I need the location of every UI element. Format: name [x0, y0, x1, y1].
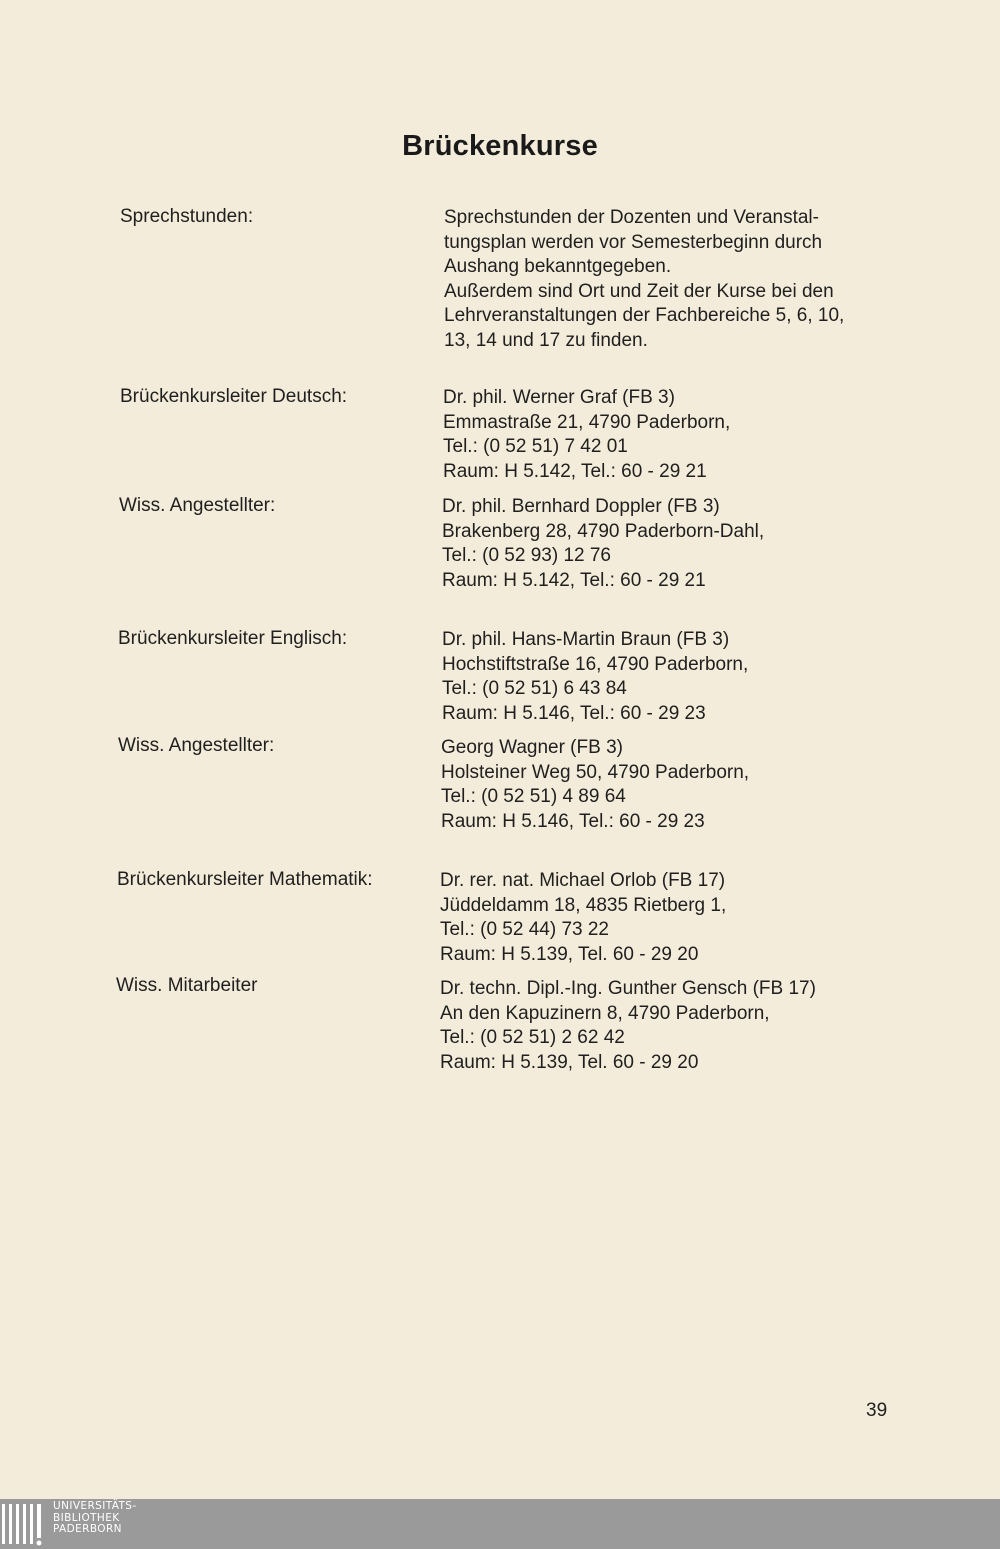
- section-label-mathematik: Brückenkursleiter Mathematik:: [117, 869, 373, 890]
- text-line: Raum: H 5.146, Tel.: 60 - 29 23: [441, 810, 705, 832]
- text-line: Aushang bekanntgegeben.: [444, 256, 672, 277]
- section-label-sprechstunden: Sprechstunden:: [120, 206, 254, 227]
- text-line: Hochstiftstraße 16, 4790 Paderborn,: [442, 653, 749, 675]
- page-title: Brückenkurse: [402, 130, 598, 162]
- text-line: Dr. rer. nat. Michael Orlob (FB 17): [440, 870, 726, 891]
- logo-line: BIBLIOTHEK: [53, 1511, 120, 1524]
- text-line: Dr. phil. Bernhard Doppler (FB 3): [442, 496, 720, 517]
- text-line: Lehrveranstaltungen der Fachbereiche 5, 6, 10,: [444, 305, 845, 326]
- text-line: Dr. phil. Werner Graf (FB 3): [443, 387, 675, 408]
- section-label-assistant-deutsch: Wiss. Angestellter:: [119, 495, 276, 516]
- logo-line: UNIVERSITÄTS-: [53, 1500, 137, 1512]
- text-line: Tel.: (0 52 44) 73 22: [440, 919, 609, 940]
- section-text-mathematik: [440, 869, 726, 967]
- section-text-sprechstunden: [444, 206, 844, 353]
- section-text-mitarbeiter: [440, 977, 816, 1075]
- section-text-assistant-deutsch: [442, 495, 764, 593]
- section-label-englisch: Brückenkursleiter Englisch:: [118, 628, 348, 649]
- section-label-deutsch: Brückenkursleiter Deutsch:: [120, 386, 348, 407]
- page-number: 39: [866, 1400, 888, 1421]
- logo-line: PADERBORN: [53, 1523, 122, 1535]
- text-line: Brakenberg 28, 4790 Paderborn-Dahl,: [442, 520, 765, 542]
- library-logo-icon: [2, 1502, 46, 1546]
- text-line: Holsteiner Weg 50, 4790 Paderborn,: [441, 761, 750, 783]
- text-line: Dr. techn. Dipl.-Ing. Gunther Gensch (FB 17): [440, 978, 816, 999]
- text-line: Tel.: (0 52 51) 4 89 64: [441, 786, 626, 807]
- library-footer: [0, 1499, 1000, 1549]
- text-line: An den Kapuzinern 8, 4790 Paderborn,: [440, 1002, 770, 1024]
- text-line: Emmastraße 21, 4790 Paderborn,: [443, 411, 731, 433]
- text-line: Tel.: (0 52 93) 12 76: [442, 545, 611, 566]
- text-line: Raum: H 5.139, Tel. 60 - 29 20: [440, 1051, 699, 1073]
- section-text-assistant-englisch: [441, 736, 749, 834]
- text-line: Raum: H 5.142, Tel.: 60 - 29 21: [443, 460, 707, 482]
- section-text-englisch: [442, 628, 748, 726]
- text-line: tungsplan werden vor Semesterbeginn durch: [444, 231, 823, 253]
- text-line: Tel.: (0 52 51) 2 62 42: [440, 1027, 625, 1048]
- text-line: Georg Wagner (FB 3): [441, 737, 623, 758]
- text-line: Sprechstunden der Dozenten und Veranstal-: [444, 207, 819, 228]
- text-line: 13, 14 und 17 zu finden.: [444, 329, 648, 351]
- text-line: Tel.: (0 52 51) 6 43 84: [442, 678, 627, 699]
- section-text-deutsch: [443, 386, 730, 484]
- text-line: Dr. phil. Hans-Martin Braun (FB 3): [442, 629, 730, 650]
- text-line: Raum: H 5.139, Tel. 60 - 29 20: [440, 943, 699, 965]
- section-label-mitarbeiter: Wiss. Mitarbeiter: [116, 975, 258, 996]
- text-line: Jüddeldamm 18, 4835 Rietberg 1,: [440, 894, 727, 916]
- section-label-assistant-englisch: Wiss. Angestellter:: [118, 735, 275, 756]
- text-line: Tel.: (0 52 51) 7 42 01: [443, 436, 628, 457]
- library-logo-text: [53, 1501, 137, 1536]
- text-line: Raum: H 5.146, Tel.: 60 - 29 23: [442, 702, 706, 724]
- text-line: Raum: H 5.142, Tel.: 60 - 29 21: [442, 569, 706, 591]
- text-line: Außerdem sind Ort und Zeit der Kurse bei den: [444, 280, 834, 302]
